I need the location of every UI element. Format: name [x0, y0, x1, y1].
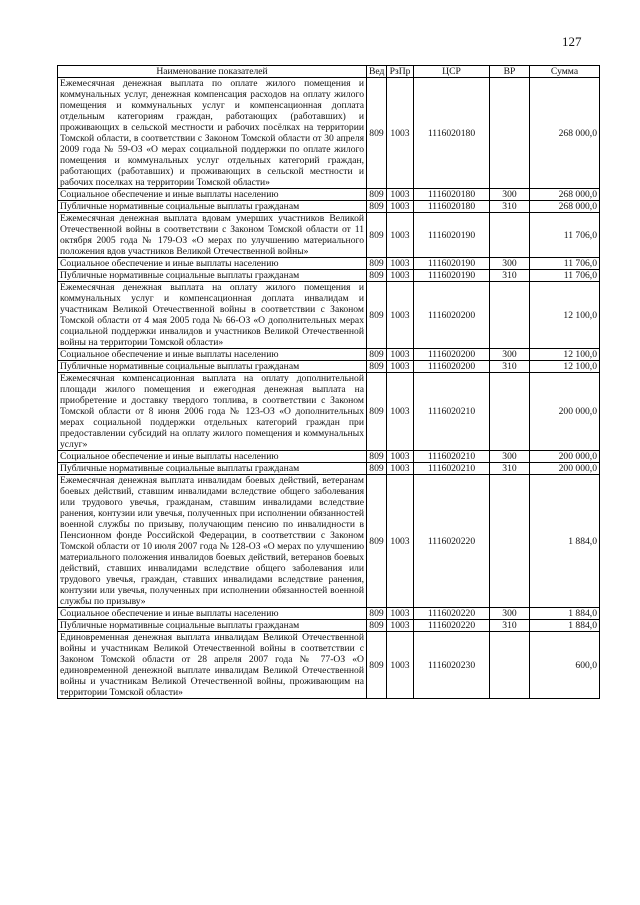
cell-ved: 809 [367, 475, 387, 608]
cell-csr: 1116020210 [414, 373, 490, 451]
cell-csr: 1116020190 [414, 270, 490, 282]
cell-csr: 1116020210 [414, 463, 490, 475]
table-row [58, 213, 600, 258]
cell-vr [490, 373, 530, 451]
col-header-vr: ВР [490, 66, 530, 78]
cell-vr [490, 78, 530, 189]
cell-csr: 1116020210 [414, 451, 490, 463]
cell-csr: 1116020190 [414, 258, 490, 270]
cell-vr: 300 [490, 189, 530, 201]
cell-rzpr: 1003 [387, 213, 414, 258]
cell-vr: 300 [490, 608, 530, 620]
cell-sum: 11 706,0 [530, 270, 600, 282]
cell-csr: 1116020180 [414, 78, 490, 189]
cell-csr: 1116020220 [414, 608, 490, 620]
col-header-csr: ЦСР [414, 66, 490, 78]
cell-vr: 300 [490, 451, 530, 463]
col-header-name: Наименование показателей [58, 66, 367, 78]
cell-rzpr: 1003 [387, 201, 414, 213]
cell-csr: 1116020190 [414, 213, 490, 258]
table-row [58, 349, 600, 361]
cell-sum: 11 706,0 [530, 213, 600, 258]
cell-sum: 11 706,0 [530, 258, 600, 270]
cell-vr: 310 [490, 270, 530, 282]
cell-name: Публичные нормативные социальные выплаты гражданам [58, 270, 367, 282]
cell-name: Ежемесячная денежная выплата инвалидам боевых действий, ветеранам боевых действий, ставшим инвалидами вследствие общего заболевания или трудового увечья, гражданам, ставшим инвалидами вследствие ранения, контузии или увечья, полученных при исполнении обязанностей военной службы по призыву, получающим пенсию по инвалидности в Пенсионном фонде Российской Федерации, в соответствии с Законом Томской области от 10 июля 2007 года № 128-ОЗ «О мерах по улучшению материального положения инвалидов боевых действий, ветеранов боевых действий, ставших инвалидами вследствие общего заболевания или трудового увечья, граждан, ставших инвалидами вследствие ранения, контузии или увечья, полученных при исполнении обязанностей военной службы по призыву» [58, 475, 367, 608]
table-row [58, 373, 600, 451]
table-row [58, 361, 600, 373]
cell-ved: 809 [367, 632, 387, 699]
cell-ved: 809 [367, 463, 387, 475]
cell-csr: 1116020180 [414, 189, 490, 201]
cell-rzpr: 1003 [387, 463, 414, 475]
cell-name: Публичные нормативные социальные выплаты гражданам [58, 201, 367, 213]
cell-rzpr: 1003 [387, 632, 414, 699]
cell-rzpr: 1003 [387, 258, 414, 270]
table-header-row [58, 66, 600, 78]
cell-ved: 809 [367, 78, 387, 189]
cell-rzpr: 1003 [387, 349, 414, 361]
cell-vr: 300 [490, 258, 530, 270]
cell-ved: 809 [367, 361, 387, 373]
table-row [58, 258, 600, 270]
cell-sum: 12 100,0 [530, 282, 600, 349]
cell-vr [490, 632, 530, 699]
budget-table [57, 65, 600, 699]
cell-ved: 809 [367, 451, 387, 463]
col-header-ved: Вед [367, 66, 387, 78]
cell-rzpr: 1003 [387, 608, 414, 620]
cell-sum: 600,0 [530, 632, 600, 699]
cell-name: Ежемесячная компенсационная выплата на оплату дополнительной площади жилого помещения и ежегодная денежная выплата на приобретение и доставку твердого топлива, в соответствии с Законом Томской области от 8 июня 2006 года № 123-ОЗ «О дополнительных мерах социальной поддержки отдельных категорий граждан при предоставлении субсидий на оплату жилого помещения и коммунальных услуг» [58, 373, 367, 451]
cell-name: Публичные нормативные социальные выплаты гражданам [58, 361, 367, 373]
cell-sum: 200 000,0 [530, 463, 600, 475]
cell-vr: 310 [490, 463, 530, 475]
cell-vr [490, 282, 530, 349]
cell-csr: 1116020200 [414, 282, 490, 349]
cell-sum: 12 100,0 [530, 349, 600, 361]
cell-sum: 1 884,0 [530, 475, 600, 608]
cell-rzpr: 1003 [387, 620, 414, 632]
cell-rzpr: 1003 [387, 189, 414, 201]
table-row [58, 608, 600, 620]
cell-name: Социальное обеспечение и иные выплаты населению [58, 258, 367, 270]
cell-vr [490, 213, 530, 258]
table-row [58, 189, 600, 201]
col-header-rzpr: РзПр [387, 66, 414, 78]
table-row [58, 475, 600, 608]
cell-ved: 809 [367, 213, 387, 258]
cell-name: Публичные нормативные социальные выплаты гражданам [58, 463, 367, 475]
cell-sum: 200 000,0 [530, 451, 600, 463]
cell-name: Публичные нормативные социальные выплаты гражданам [58, 620, 367, 632]
cell-name: Социальное обеспечение и иные выплаты населению [58, 608, 367, 620]
table-row [58, 282, 600, 349]
cell-rzpr: 1003 [387, 270, 414, 282]
col-header-sum: Сумма [530, 66, 600, 78]
cell-csr: 1116020230 [414, 632, 490, 699]
cell-name: Социальное обеспечение и иные выплаты населению [58, 189, 367, 201]
cell-ved: 809 [367, 258, 387, 270]
cell-vr: 300 [490, 349, 530, 361]
table-row [58, 463, 600, 475]
cell-name: Ежемесячная денежная выплата вдовам умерших участников Великой Отечественной войны в соответствии с Законом Томской области от 11 октября 2005 года № 179-ОЗ «О мерах по улучшению материального положения вдов участников Великой Отечественной войны» [58, 213, 367, 258]
cell-csr: 1116020220 [414, 620, 490, 632]
table-row [58, 78, 600, 189]
cell-sum: 1 884,0 [530, 620, 600, 632]
cell-name: Ежемесячная денежная выплата на оплату жилого помещения и коммунальных услуг и компенсационная доплата инвалидам и участникам Великой Отечественной войны в соответствии с Законом Томской области от 4 мая 2005 года № 66-ОЗ «О дополнительных мерах социальной поддержки инвалидов и участников Великой Отечественной войны на территории Томской области» [58, 282, 367, 349]
cell-ved: 809 [367, 270, 387, 282]
cell-rzpr: 1003 [387, 451, 414, 463]
cell-vr: 310 [490, 201, 530, 213]
cell-vr: 310 [490, 361, 530, 373]
cell-ved: 809 [367, 620, 387, 632]
cell-ved: 809 [367, 349, 387, 361]
cell-ved: 809 [367, 608, 387, 620]
cell-csr: 1116020200 [414, 349, 490, 361]
table-row [58, 632, 600, 699]
table-row [58, 201, 600, 213]
cell-csr: 1116020200 [414, 361, 490, 373]
table-row [58, 451, 600, 463]
cell-ved: 809 [367, 373, 387, 451]
cell-name: Социальное обеспечение и иные выплаты населению [58, 451, 367, 463]
cell-rzpr: 1003 [387, 361, 414, 373]
cell-rzpr: 1003 [387, 78, 414, 189]
cell-rzpr: 1003 [387, 373, 414, 451]
cell-ved: 809 [367, 201, 387, 213]
cell-sum: 200 000,0 [530, 373, 600, 451]
cell-csr: 1116020180 [414, 201, 490, 213]
cell-rzpr: 1003 [387, 282, 414, 349]
cell-vr: 310 [490, 620, 530, 632]
cell-ved: 809 [367, 189, 387, 201]
cell-name: Социальное обеспечение и иные выплаты населению [58, 349, 367, 361]
cell-sum: 268 000,0 [530, 78, 600, 189]
table-row [58, 620, 600, 632]
cell-sum: 12 100,0 [530, 361, 600, 373]
cell-rzpr: 1003 [387, 475, 414, 608]
cell-sum: 268 000,0 [530, 189, 600, 201]
cell-ved: 809 [367, 282, 387, 349]
cell-vr [490, 475, 530, 608]
cell-sum: 1 884,0 [530, 608, 600, 620]
cell-sum: 268 000,0 [530, 201, 600, 213]
cell-name: Единовременная денежная выплата инвалидам Великой Отечественной войны и участникам Великой Отечественной войны в соответствии с Законом Томской области от 28 апреля 2007 года № 77-ОЗ «О единовременной денежной выплате инвалидам Великой Отечественной войны и участникам Великой Отечественной войны, проживающим на территории Томской области» [58, 632, 367, 699]
table-row [58, 270, 600, 282]
cell-csr: 1116020220 [414, 475, 490, 608]
cell-name: Ежемесячная денежная выплата по оплате жилого помещения и коммунальных услуг, денежная компенсация расходов на оплату жилого помещения и коммунальных услуг и компенсационная доплата отдельным категориям граждан, работающих (работавших) и проживающих в сельской местности и рабочих посёлках на территории Томской области, в соответствии с Законом Томской области от 30 апреля 2009 года № 59-ОЗ «О мерах социальной поддержки по оплате жилого помещения и коммунальных услуг отдельных категорий граждан, работающих (работавших) и проживающих в сельской местности и рабочих поселках на территории Томской области» [58, 78, 367, 189]
page-number: 127 [562, 34, 582, 49]
